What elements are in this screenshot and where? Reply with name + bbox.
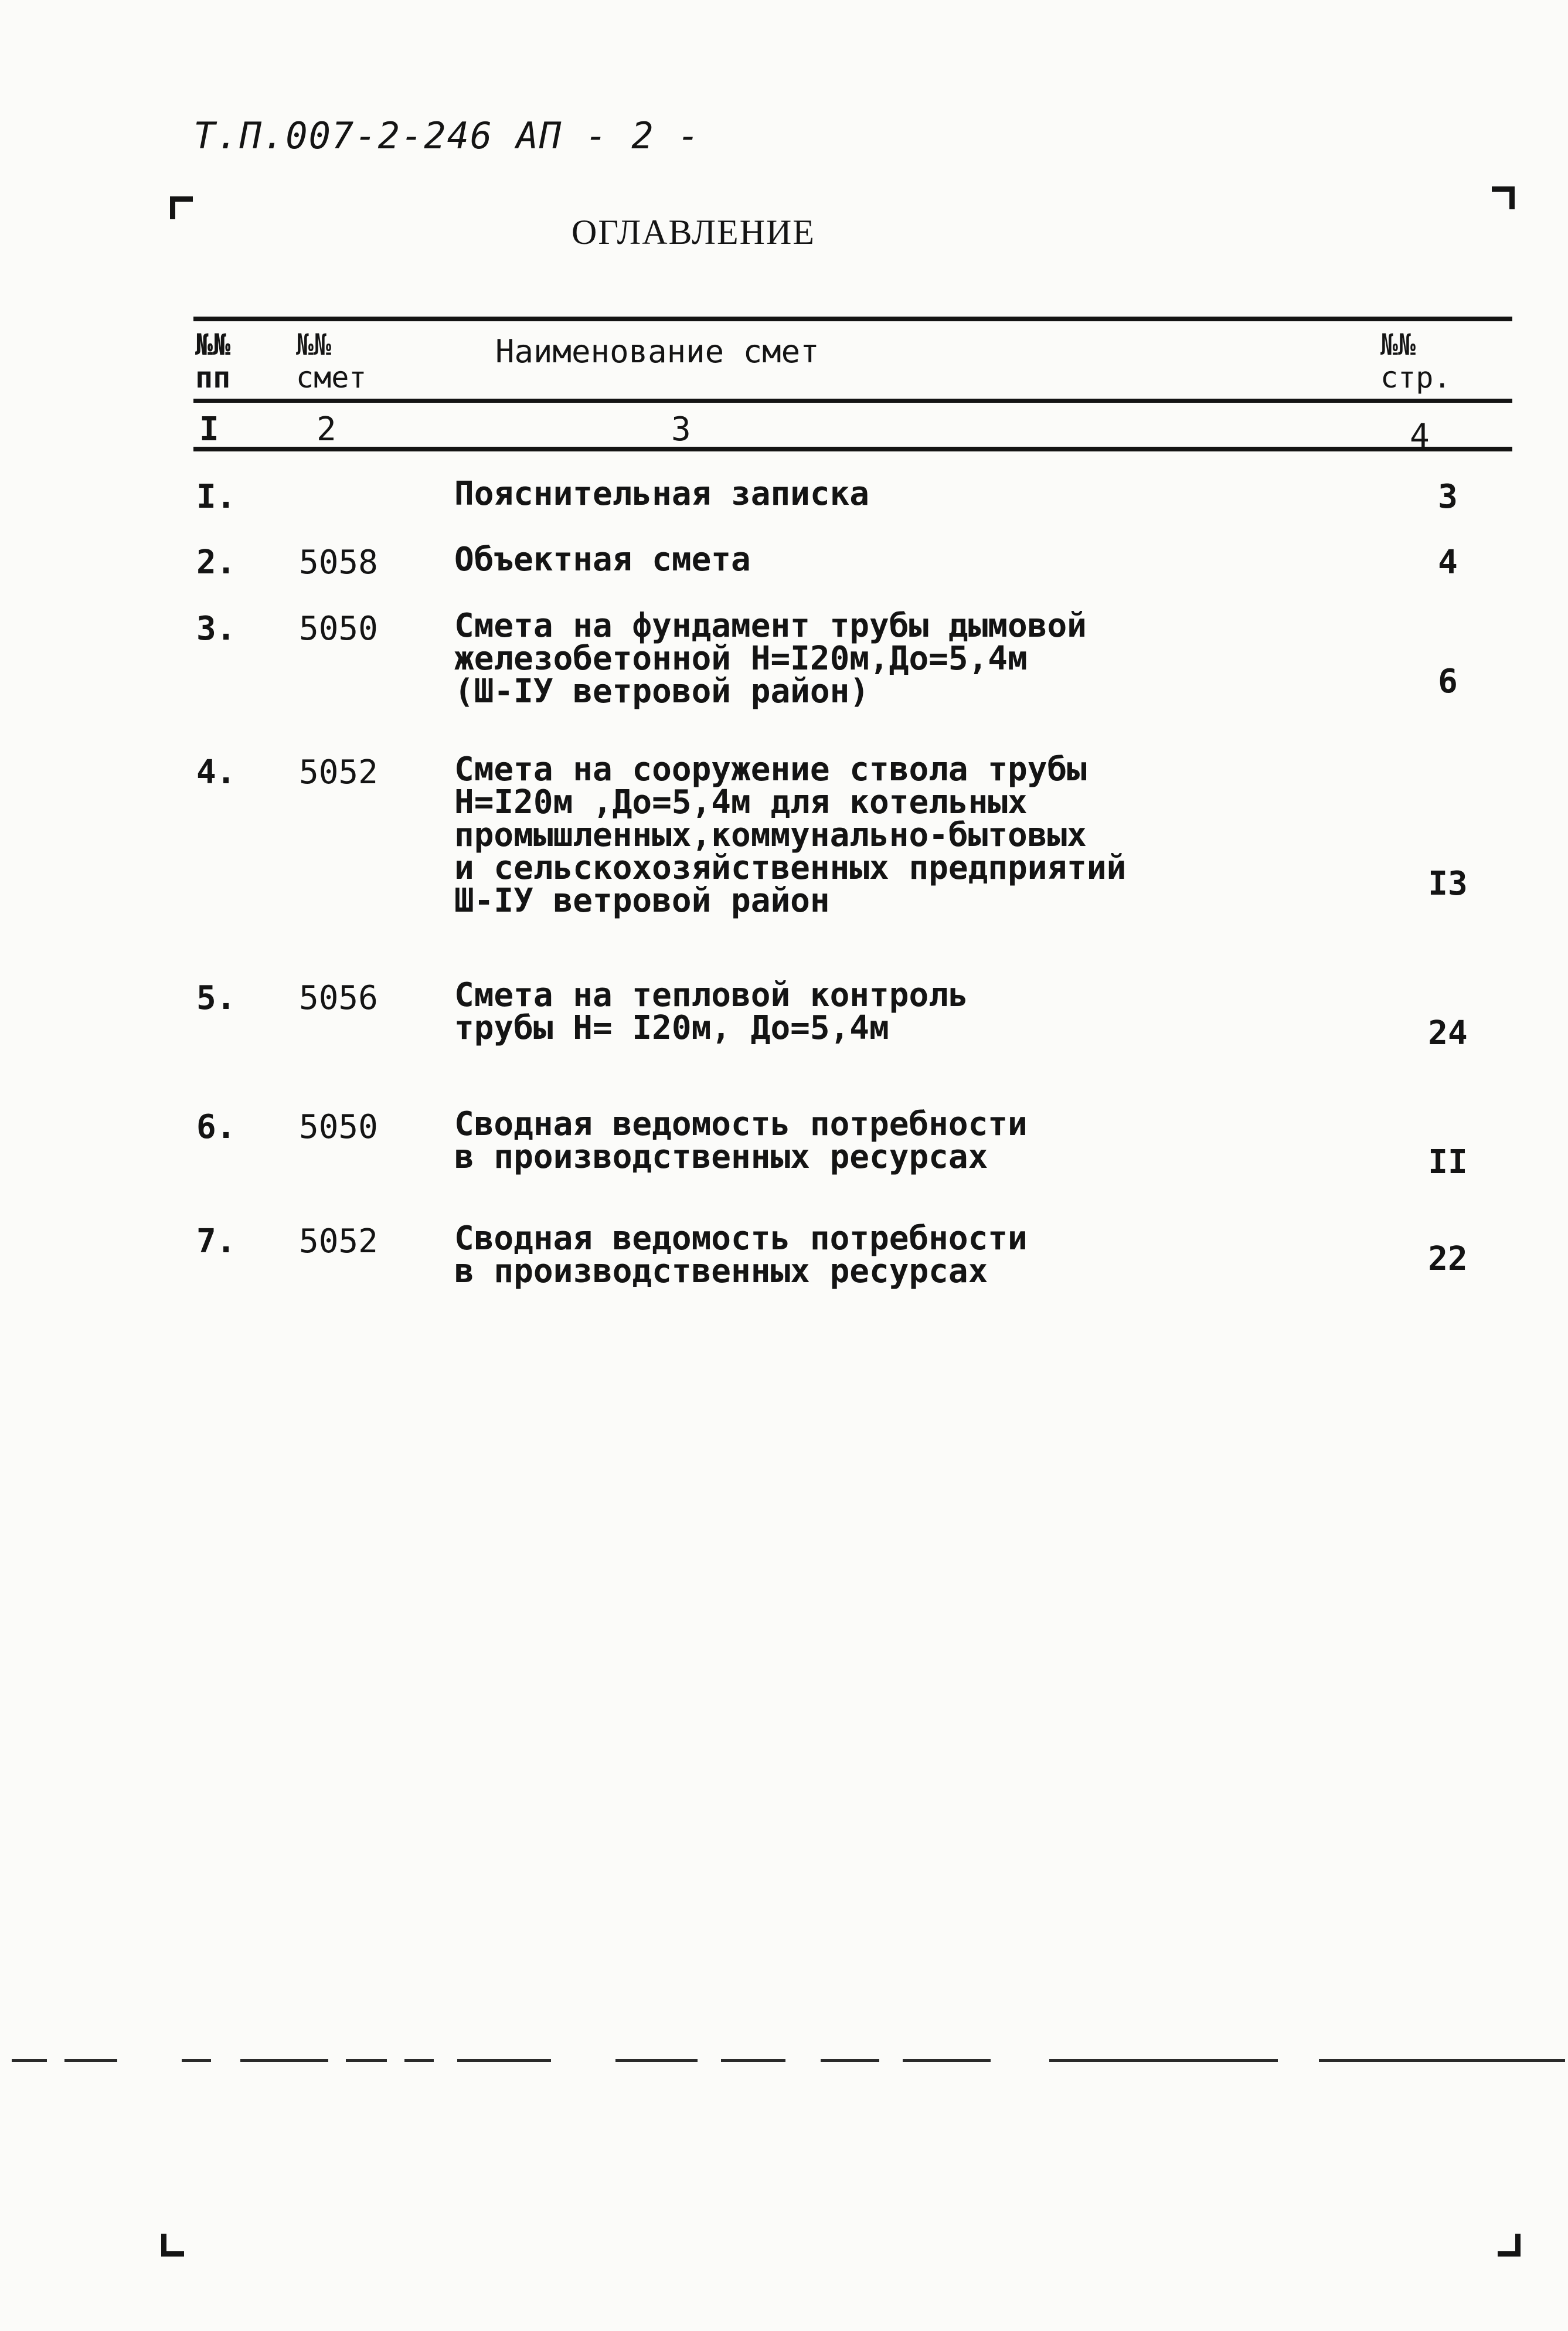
- header-estimate-name: Наименование смет: [495, 333, 819, 370]
- corner-mark-bottom-right: [1498, 2234, 1521, 2257]
- table-header-rule: [193, 399, 1512, 403]
- estimate-number: 5052: [299, 1222, 378, 1260]
- estimate-number: 5050: [299, 610, 378, 648]
- estimate-number: 5052: [299, 753, 378, 791]
- page-number: 24: [1428, 1014, 1468, 1052]
- page-number: 22: [1428, 1240, 1468, 1278]
- estimate-number: 5050: [299, 1108, 378, 1146]
- estimate-name: Сводная ведомость потребности в производственных ресурсах: [454, 1105, 1028, 1176]
- corner-mark-bottom-left: [161, 2234, 184, 2257]
- table-colnum-rule: [193, 447, 1512, 451]
- page-number: 3: [1438, 478, 1458, 516]
- column-number-2: 2: [317, 410, 336, 448]
- corner-mark-top-left: [170, 196, 193, 219]
- page-number: I3: [1428, 865, 1468, 903]
- estimate-name: Смета на фундамент трубы дымовой железобетонной Н=I20м,До=5,4м (Ш-IУ ветровой район): [454, 607, 1087, 711]
- page-number: 4: [1438, 543, 1458, 582]
- estimate-name: Смета на сооружение ствола трубы Н=I20м ,До=5,4м для котельных промышленных,коммунально-бытовых и сельскохозяйственных предприятий Ш-IУ ветровой район: [454, 750, 1127, 920]
- document-code: Т.П.007-2-246 АП - 2 -: [193, 114, 701, 157]
- page-title: ОГЛАВЛЕНИЕ: [572, 213, 815, 252]
- header-estimate-number: №№ смет: [296, 328, 367, 395]
- row-number: 2.: [196, 543, 236, 582]
- estimate-name: Сводная ведомость потребности в производственных ресурсах: [454, 1219, 1028, 1290]
- row-number: 4.: [196, 753, 236, 791]
- corner-mark-top-right: [1492, 186, 1515, 209]
- header-row-number: №№ пп: [195, 328, 231, 395]
- row-number: 5.: [196, 979, 236, 1017]
- estimate-name: Объектная смета: [454, 541, 751, 579]
- table-top-rule: [193, 317, 1512, 321]
- estimate-number: 5058: [299, 543, 378, 582]
- page-number: II: [1428, 1143, 1468, 1181]
- row-number: I.: [196, 478, 236, 516]
- row-number: 3.: [196, 610, 236, 648]
- page-number: 6: [1438, 662, 1458, 701]
- estimate-name: Смета на тепловой контроль трубы Н= I20м, До=5,4м: [454, 976, 968, 1047]
- row-number: 6.: [196, 1108, 236, 1146]
- column-number-1: I: [199, 410, 219, 448]
- column-number-4: 4: [1410, 417, 1430, 456]
- estimate-number: 5056: [299, 979, 378, 1017]
- column-number-3: 3: [671, 410, 691, 448]
- header-page-number: №№ стр.: [1380, 328, 1451, 395]
- row-number: 7.: [196, 1222, 236, 1260]
- estimate-name: Пояснительная записка: [454, 475, 870, 513]
